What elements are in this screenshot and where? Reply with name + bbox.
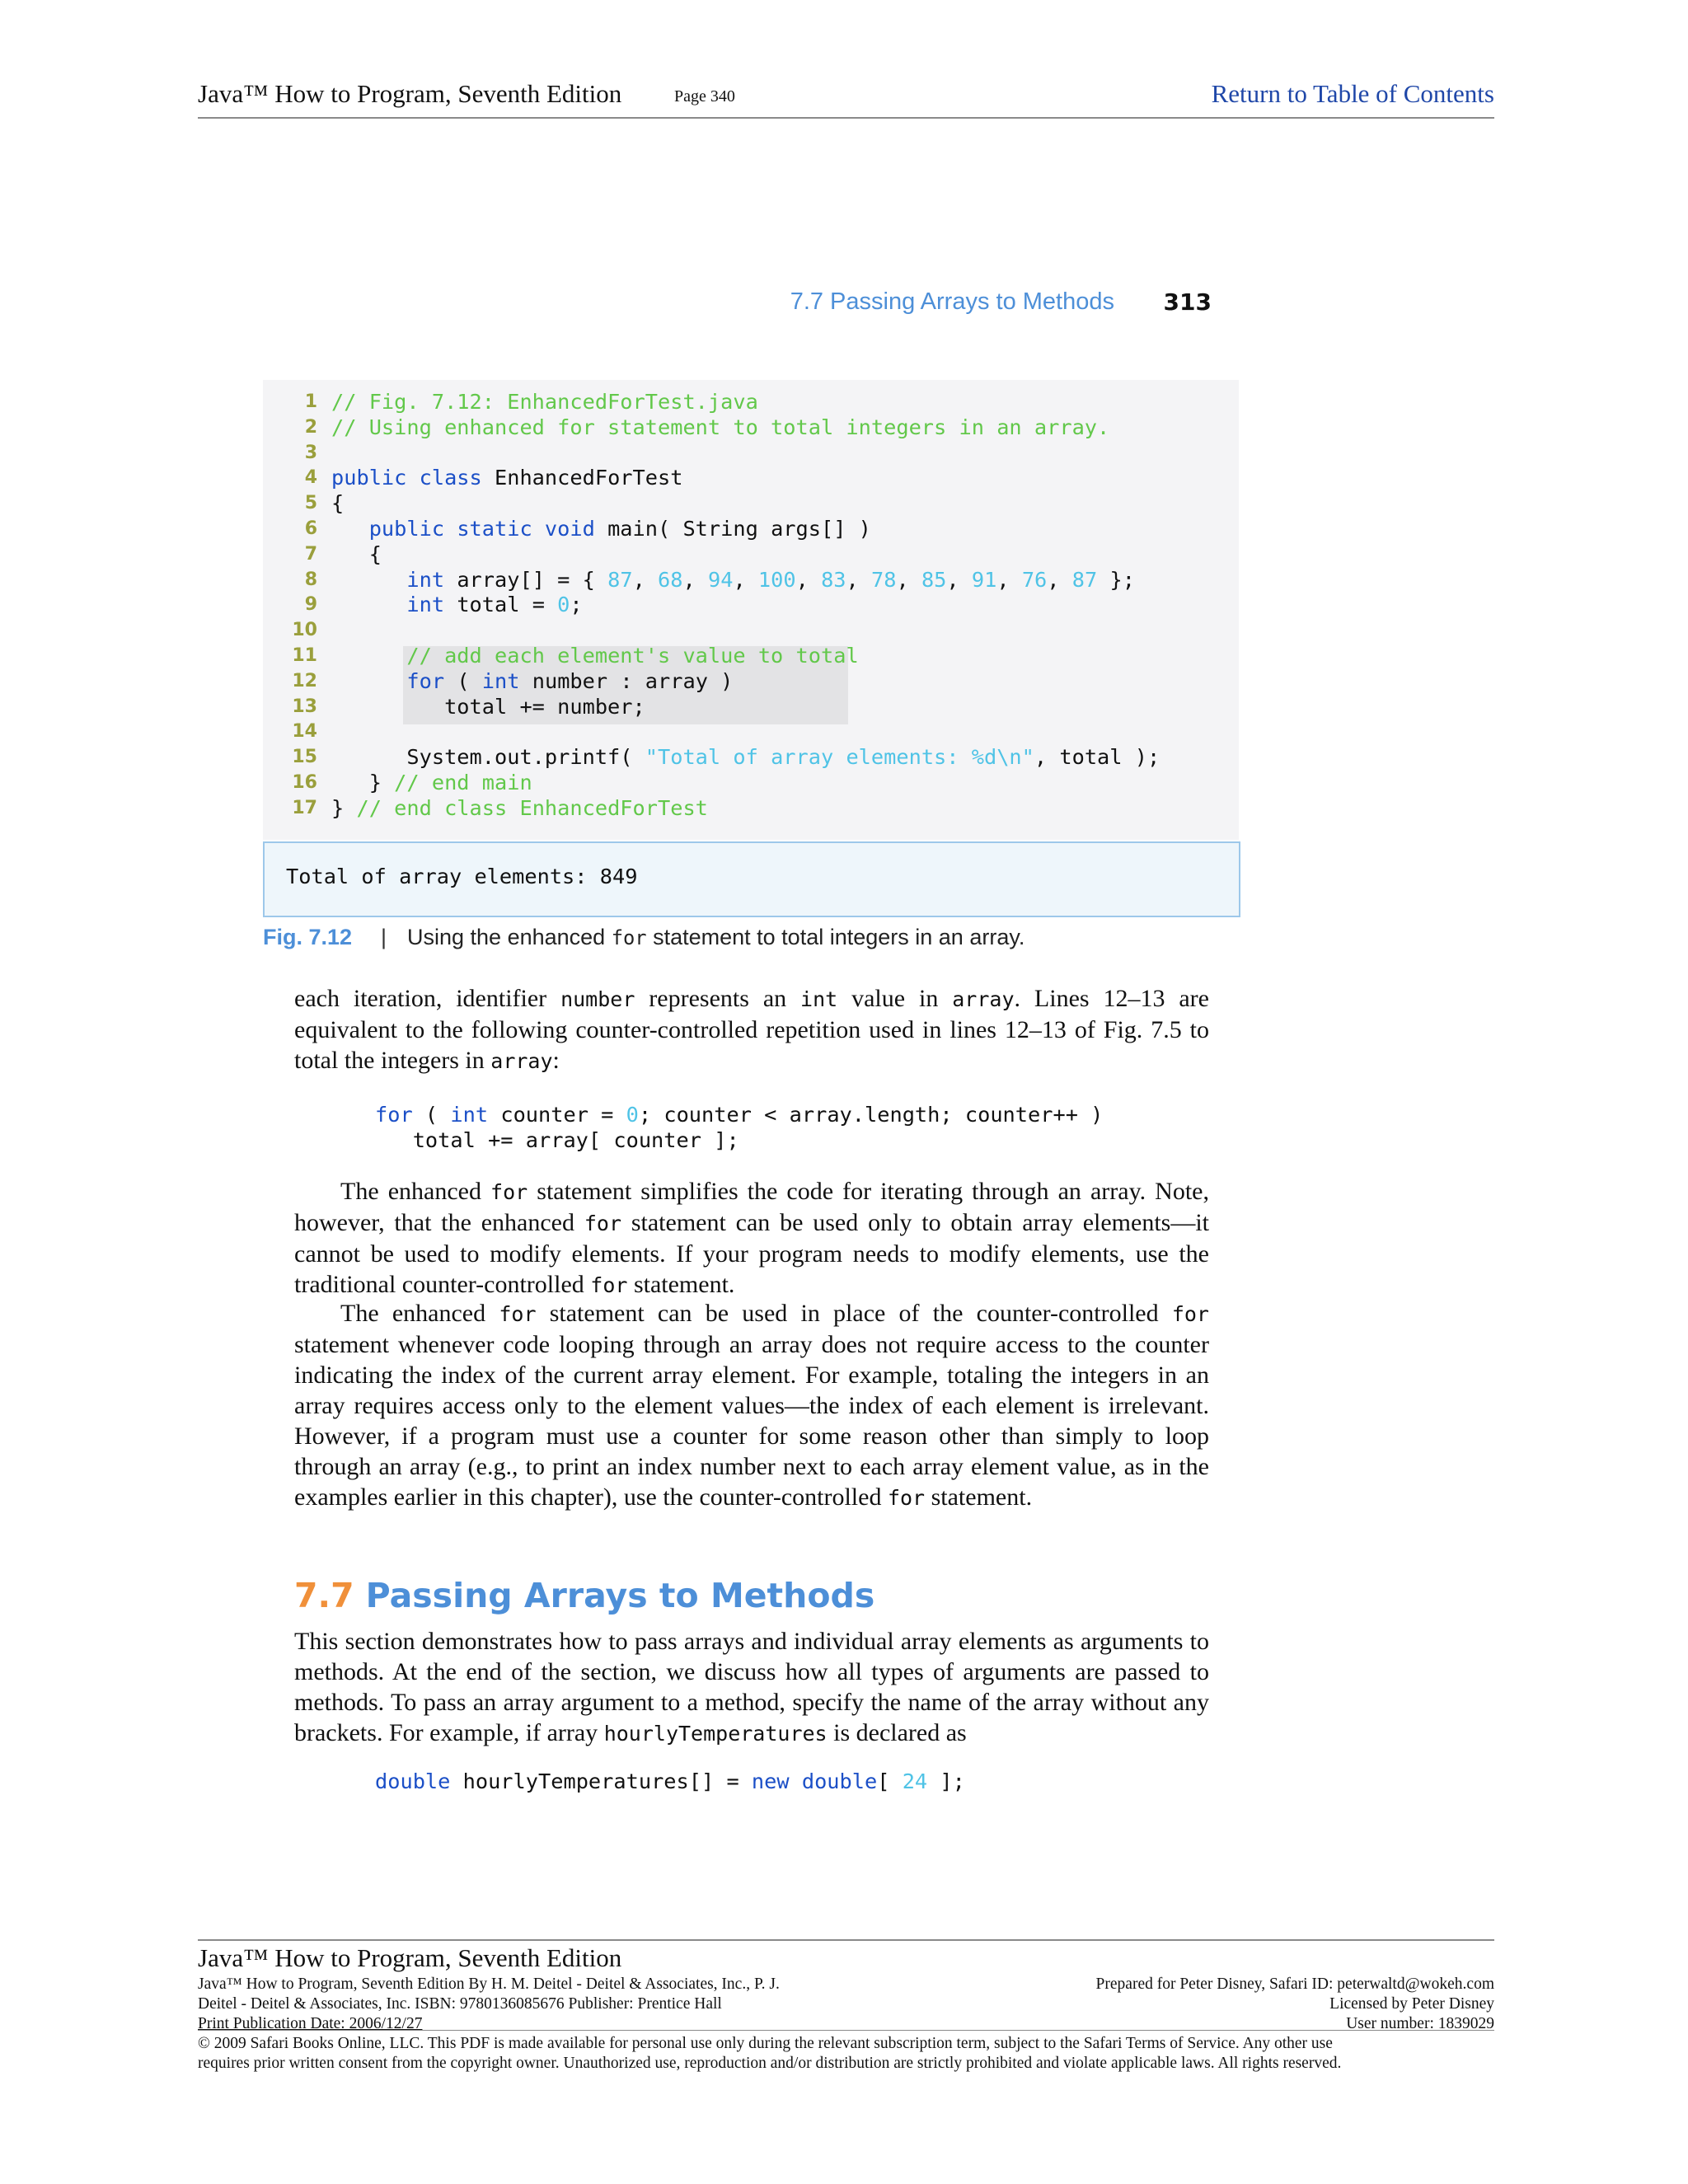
line-number: 7	[304, 543, 317, 565]
code-line	[263, 744, 1239, 770]
footer-copyright: requires prior written consent from the copyright owner. Unauthorized use, reproduction and/or distribution are strictly prohibited and violate applicable laws. All rights reserved.	[198, 2055, 1342, 2072]
line-number: 2	[304, 416, 317, 438]
line-number: 10	[292, 620, 317, 641]
figure-label: Fig. 7.12	[263, 925, 353, 949]
line-code: } // end main	[331, 771, 532, 794]
line-code: total += number;	[331, 694, 645, 719]
code-line	[263, 617, 1239, 643]
page-number: 313	[1163, 288, 1212, 316]
line-code: {	[331, 491, 345, 516]
footer-licensed-by: Licensed by Peter Disney	[1329, 1995, 1494, 2013]
footer-user-number: User number: 1839029	[1346, 2015, 1494, 2032]
program-output	[263, 841, 1240, 917]
body-paragraph: each iteration, identifier number represents an int value in array. Lines 12–13 are equivalent to the following counter-controlled repetition used in lines 12–13 of Fig. 7.5 to total the integers in array:	[294, 985, 1209, 1074]
line-number: 14	[292, 721, 317, 743]
footer-citation-line: Deitel - Deitel & Associates, Inc. ISBN: 9780136085676 Publisher: Prentice Hall	[198, 1995, 722, 2013]
section-title: Passing Arrays to Methods	[365, 1576, 875, 1615]
line-code: System.out.printf( "Total of array elements: %d\n", total );	[331, 745, 1160, 770]
footer-divider	[198, 1939, 1494, 1941]
line-number: 16	[292, 772, 317, 793]
code-line	[263, 795, 1239, 821]
line-code: int array[] = { 87, 68, 94, 100, 83, 78, 85, 91, 76, 87 };	[406, 567, 1135, 592]
line-number: 13	[292, 696, 317, 717]
code-line	[263, 415, 1239, 440]
section-number: 7.7	[294, 1576, 354, 1615]
code-line	[263, 541, 1239, 567]
line-number: 11	[292, 645, 317, 666]
line-number: 3	[304, 442, 317, 463]
code-line	[263, 668, 1239, 694]
code-snippet-declaration: double hourlyTemperatures[] = new double[ 24 ];	[375, 1769, 965, 1793]
line-number: 8	[304, 569, 317, 590]
line-code: {	[331, 541, 382, 566]
code-line	[263, 389, 1239, 415]
output-text: Total of array elements: 849	[286, 865, 638, 888]
caption-separator: |	[381, 925, 387, 949]
footer-divider	[198, 2030, 1494, 2031]
running-head	[742, 288, 1212, 321]
code-line	[263, 516, 1239, 541]
line-number: 15	[292, 747, 317, 768]
code-line	[263, 440, 1239, 466]
page-reference: Page 340	[674, 87, 735, 105]
running-section-title: 7.7 Passing Arrays to Methods	[790, 288, 1114, 315]
code-line	[263, 719, 1239, 744]
line-number: 9	[304, 594, 317, 616]
line-code: public class EnhancedForTest	[331, 466, 683, 490]
line-number: 5	[304, 493, 317, 514]
line-code: // Fig. 7.12: EnhancedForTest.java	[331, 390, 758, 414]
code-line	[263, 643, 1239, 668]
line-code: public static void main( String args[] )	[368, 517, 871, 541]
code-line	[263, 490, 1239, 516]
footer-copyright: © 2009 Safari Books Online, LLC. This PDF is made available for personal use only during the relevant subscription term, subject to the Safari Terms of Service. Any other use	[198, 2035, 1333, 2052]
figure-caption	[263, 925, 1252, 961]
footer-citation-line: Java™ How to Program, Seventh Edition By H. M. Deitel - Deitel & Associates, Inc., P. J.	[198, 1975, 780, 1993]
line-number: 17	[292, 797, 317, 818]
line-code: // Using enhanced for statement to total integers in an array.	[331, 415, 1110, 439]
line-number: 6	[304, 518, 317, 539]
body-paragraph: The enhanced for statement simplifies the code for iterating through an array. Note, however, that the enhanced for statement can be used only to obtain array elements—it cannot be used to modify elements. If your program needs to modify elements, use the traditional counter-controlled for statement.	[294, 1178, 1209, 1298]
footer-publication-date: Print Publication Date: 2006/12/27	[198, 2015, 423, 2032]
code-line	[263, 694, 1239, 719]
body-paragraph: This section demonstrates how to pass arrays and individual array elements as arguments to methods. At the end of the section, we discuss how all types of arguments are passed to methods. To pass an array argument to a method, specify the name of the array without any brackets. For example, if array hourlyTemperatures is declared as	[294, 1628, 1209, 1746]
book-title: Java™ How to Program, Seventh Edition	[198, 79, 622, 108]
body-paragraph: The enhanced for statement can be used in place of the counter-controlled for statement whenever code looping through an array does not require access to the counter indicating the index of the current array element. For example, totaling the integers in an array requires access only to the element values—the index of each element is irrelevant. However, if a program must use a counter for some reason other than simply to loop through an array (e.g., to print an index number next to each array element value, as in the examples earlier in this chapter), use the counter-controlled for statement.	[294, 1300, 1209, 1511]
page-header	[198, 76, 1494, 119]
line-number: 4	[304, 467, 317, 489]
code-line	[263, 567, 1239, 593]
line-number: 12	[292, 670, 317, 691]
code-line	[263, 770, 1239, 795]
line-code: // add each element's value to total	[406, 644, 859, 668]
footer-prepared-for: Prepared for Peter Disney, Safari ID: peterwaltd@wokeh.com	[1095, 1975, 1494, 1993]
code-line	[263, 592, 1239, 617]
line-code: for ( int number : array )	[406, 668, 734, 693]
section-heading	[294, 1576, 874, 1615]
line-number: 1	[304, 391, 317, 412]
line-code: } // end class EnhancedForTest	[331, 795, 708, 820]
return-to-toc-link[interactable]: Return to Table of Contents	[1211, 79, 1494, 108]
footer-book-title: Java™ How to Program, Seventh Edition	[198, 1943, 622, 1972]
code-listing	[263, 380, 1239, 840]
code-line	[263, 465, 1239, 490]
caption-text: Using the enhanced for statement to total integers in an array.	[407, 925, 1025, 949]
line-code: int total = 0;	[406, 593, 583, 617]
code-snippet-loop: for ( int counter = 0; counter < array.length; counter++ ) total += array[ counter ];	[375, 1103, 1104, 1152]
